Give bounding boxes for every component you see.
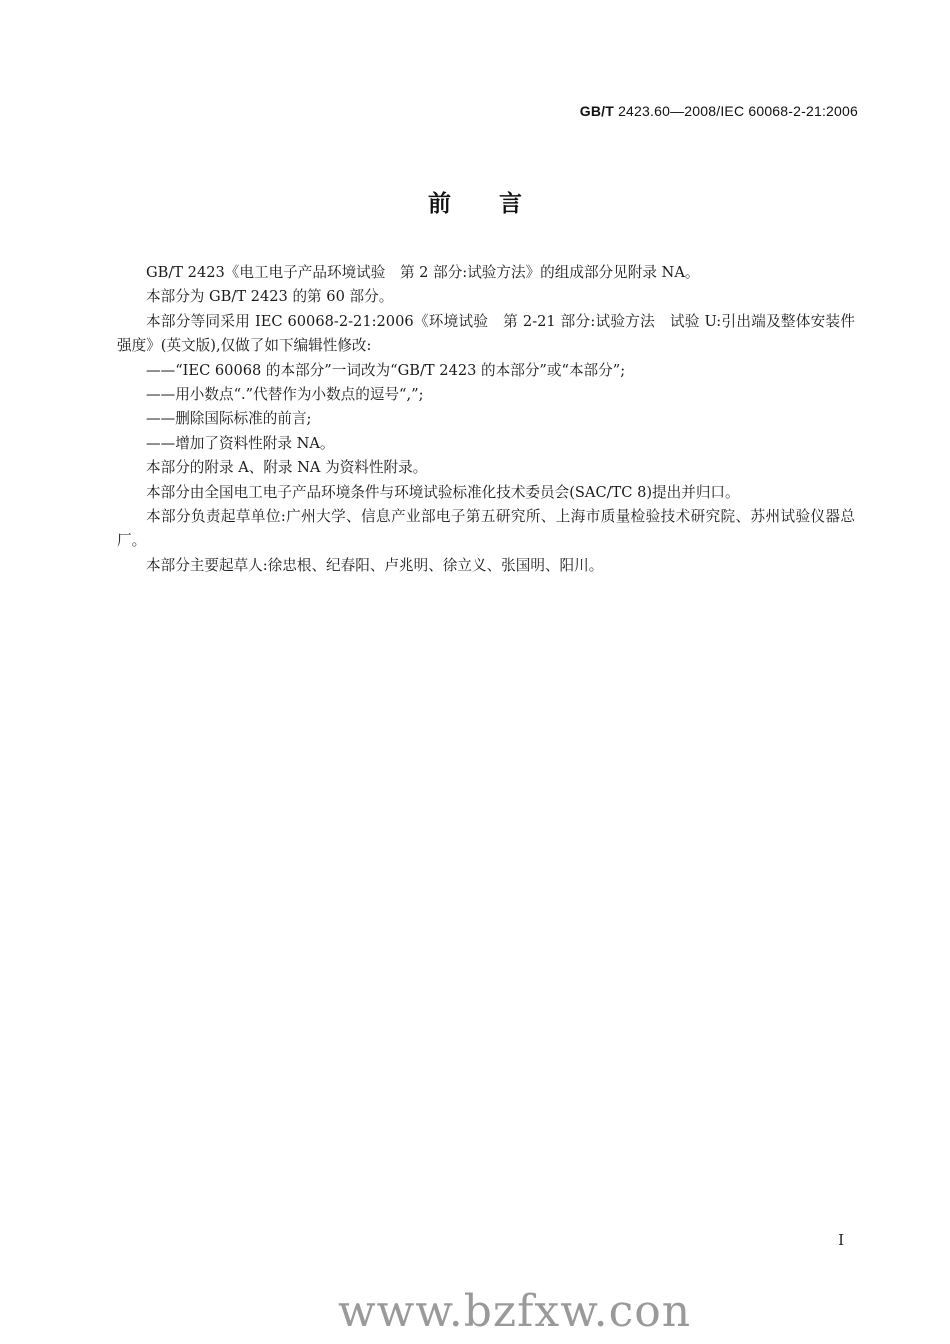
paragraph: 本部分为 GB/T 2423 的第 60 部分。 — [146, 288, 394, 306]
standard-code-header — [580, 103, 858, 119]
list-item: ——用小数点“.”代替作为小数点的逗号“,”; — [146, 386, 424, 404]
paragraph: 本部分的附录 A、附录 NA 为资料性附录。 — [146, 459, 428, 477]
standard-code-prefix: GB/T — [579, 103, 614, 119]
standard-code-number: 2423.60—2008/IEC 60068-2-21:2006 — [613, 103, 858, 119]
list-item: ——“IEC 60068 的本部分”一词改为“GB/T 2423 的本部分”或“本部分”; — [146, 361, 626, 379]
watermark: www.bzfxw.con — [338, 1286, 692, 1337]
list-item: ——增加了资料性附录 NA。 — [146, 434, 335, 452]
page-title: 前言 — [428, 191, 570, 217]
paragraph: 本部分由全国电工电子产品环境条件与环境试验标准化技术委员会(SAC/TC 8)提出并归口。 — [146, 483, 740, 501]
paragraph: 本部分主要起草人:徐忠根、纪春阳、卢兆明、徐立义、张国明、阳川。 — [146, 556, 604, 574]
page-number: I — [838, 1231, 844, 1249]
paragraph: 本部分负责起草单位:广州大学、信息产业部电子第五研究所、上海市质量检验技术研究院、苏州试验仪器总厂。 — [117, 508, 855, 550]
list-item: ——删除国际标准的前言; — [146, 410, 312, 428]
foreword-body — [117, 261, 855, 578]
paragraph: 本部分等同采用 IEC 60068-2-21:2006《环境试验 第 2-21 部分:试验方法 试验 U:引出端及整体安装件强度》(英文版),仅做了如下编辑性修改: — [117, 312, 855, 355]
paragraph: GB/T 2423《电工电子产品环境试验 第 2 部分:试验方法》的组成部分见附录 NA。 — [146, 264, 700, 281]
